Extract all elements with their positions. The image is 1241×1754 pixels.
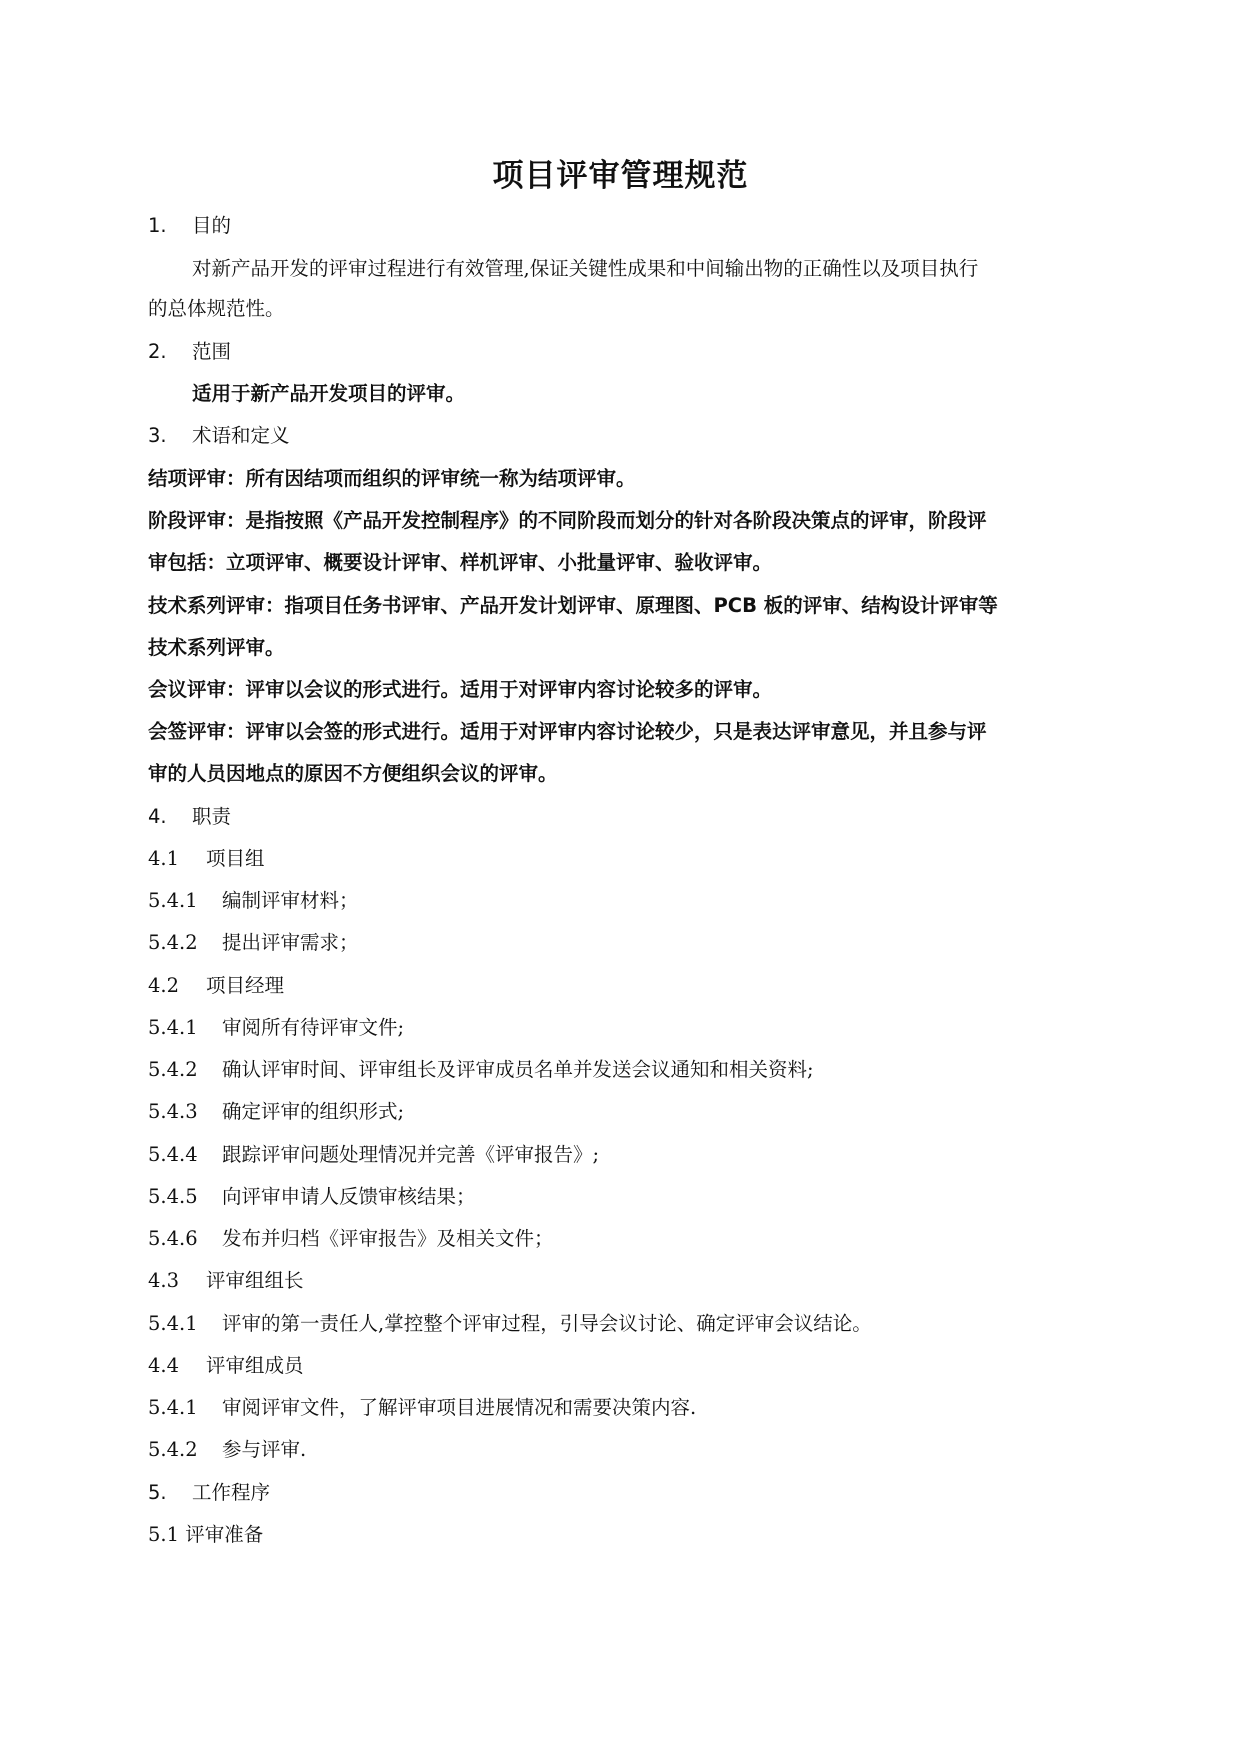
subsection-number: 4.1 [148,847,180,870]
section-heading-text: 职责 [192,805,232,828]
item-number: 5.4.2 [148,1058,198,1081]
item-text: 发布并归档《评审报告》及相关文件； [222,1227,554,1250]
section-number: 4. [148,805,167,828]
section-heading-purpose [148,212,231,240]
list-item [148,1056,814,1084]
subsection-heading-text: 评审组组长 [206,1269,304,1292]
subsection-number: 4.3 [148,1269,180,1292]
item-number: 5.4.1 [148,889,198,912]
list-item [148,1310,872,1338]
item-number: 5.4.2 [148,1438,198,1461]
section-number: 3. [148,424,167,447]
list-item [148,929,359,957]
definition-closing-review: 结项评审：所有因结项而组织的评审统一称为结项评审。 [148,467,636,490]
item-text: 评审的第一责任人,掌控整个评审过程，引导会议讨论、确定评审会议结论。 [222,1312,872,1335]
item-text: 确认评审时间、评审组长及评审成员名单并发送会议通知和相关资料; [222,1058,814,1081]
purpose-paragraph-line-2: 的总体规范性。 [148,297,285,320]
section-heading-terms [148,422,290,450]
item-number: 5.4.4 [148,1143,198,1166]
definition-stage-review-line-1: 阶段评审：是指按照《产品开发控制程序》的不同阶段而划分的针对各阶段决策点的评审，阶段评 [148,509,987,532]
item-text: 审阅评审文件，了解评审项目进展情况和需要决策内容. [222,1396,697,1419]
list-item [148,1183,476,1211]
section-heading-text: 范围 [192,340,232,363]
subsection-heading-review-leader [148,1267,304,1295]
item-text: 参与评审. [222,1438,307,1461]
section-number: 5. [148,1481,167,1504]
definition-countersign-review-line-2: 审的人员因地点的原因不方便组织会议的评审。 [148,762,558,785]
document-title: 项目评审管理规范 [492,158,749,194]
item-number: 5.4.2 [148,931,198,954]
subsection-number: 5.1 [148,1523,180,1546]
section-number: 2. [148,340,167,363]
subsection-heading-text: 项目组 [206,847,265,870]
definition-countersign-review-line-1: 会签评审：评审以会签的形式进行。适用于对评审内容讨论较少，只是表达评审意见，并且参与评 [148,720,987,743]
item-number: 5.4.1 [148,1312,198,1335]
item-number: 5.4.1 [148,1396,198,1419]
section-heading-scope [148,338,231,366]
section-heading-text: 工作程序 [192,1481,271,1504]
scope-paragraph: 适用于新产品开发项目的评审。 [192,382,466,405]
item-text: 编制评审材料； [222,889,359,912]
definition-technical-review-line-1: 技术系列评审：指项目任务书评审、产品开发计划评审、原理图、PCB 板的评审、结构设计评审等 [148,594,998,617]
section-heading-responsibilities [148,803,231,831]
subsection-heading-project-team [148,845,265,873]
item-text: 审阅所有待评审文件; [222,1016,405,1039]
item-number: 5.4.1 [148,1016,198,1039]
subsection-number: 4.2 [148,974,180,997]
subsection-heading-text: 项目经理 [206,974,285,997]
subsection-number: 4.4 [148,1354,180,1377]
item-text: 跟踪评审问题处理情况并完善《评审报告》; [222,1143,600,1166]
subsection-heading-text: 评审组成员 [206,1354,304,1377]
list-item [148,1098,404,1126]
definition-meeting-review: 会议评审：评审以会议的形式进行。适用于对评审内容讨论较多的评审。 [148,678,773,701]
subsection-heading-review-members [148,1352,304,1380]
item-number: 5.4.3 [148,1100,198,1123]
list-item [148,887,359,915]
section-heading-text: 术语和定义 [192,424,290,447]
item-text: 提出评审需求； [222,931,359,954]
definition-stage-review-line-2: 审包括：立项评审、概要设计评审、样机评审、小批量评审、验收评审。 [148,551,773,574]
item-number: 5.4.6 [148,1227,198,1250]
list-item [148,1014,404,1042]
item-number: 5.4.5 [148,1185,198,1208]
item-text: 向评审申请人反馈审核结果； [222,1185,476,1208]
subsection-heading-text: 评审准备 [185,1523,264,1546]
subsection-heading-review-preparation [148,1521,263,1549]
section-heading-procedure [148,1479,270,1507]
item-text: 确定评审的组织形式; [222,1100,405,1123]
section-heading-text: 目的 [192,214,232,237]
list-item [148,1394,696,1422]
list-item [148,1141,599,1169]
list-item [148,1436,306,1464]
definition-technical-review-line-2: 技术系列评审。 [148,636,285,659]
list-item [148,1225,554,1253]
subsection-heading-project-manager [148,972,284,1000]
section-number: 1. [148,214,167,237]
purpose-paragraph-line-1: 对新产品开发的评审过程进行有效管理,保证关键性成果和中间输出物的正确性以及项目执行 [192,257,979,280]
